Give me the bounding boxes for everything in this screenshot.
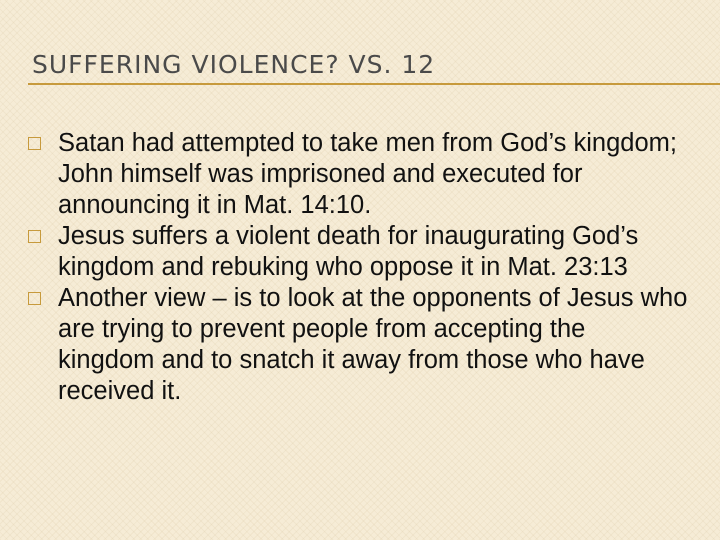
hollow-square-bullet-icon [28, 137, 41, 150]
title-underline [28, 83, 720, 85]
bullet-text: Jesus suffers a violent death for inaugurating God’s kingdom and rebuking who oppose it in Mat. 23:13 [58, 222, 639, 281]
bullet-text: Another view – is to look at the opponents of Jesus who are trying to prevent people from accepting the kingdom and to snatch it away from those who have received it. [58, 284, 688, 405]
bullet-text: Satan had attempted to take men from God’s kingdom; John himself was imprisoned and executed for announcing it in Mat. 14:10. [58, 129, 677, 219]
hollow-square-bullet-icon [28, 230, 41, 243]
hollow-square-bullet-icon [28, 292, 41, 305]
bullet-item [28, 283, 688, 407]
bullet-item [28, 221, 688, 283]
bullet-list [28, 128, 688, 407]
slide-title: SUFFERING VIOLENCE? VS. 12 [32, 50, 436, 79]
bullet-item [28, 128, 688, 221]
